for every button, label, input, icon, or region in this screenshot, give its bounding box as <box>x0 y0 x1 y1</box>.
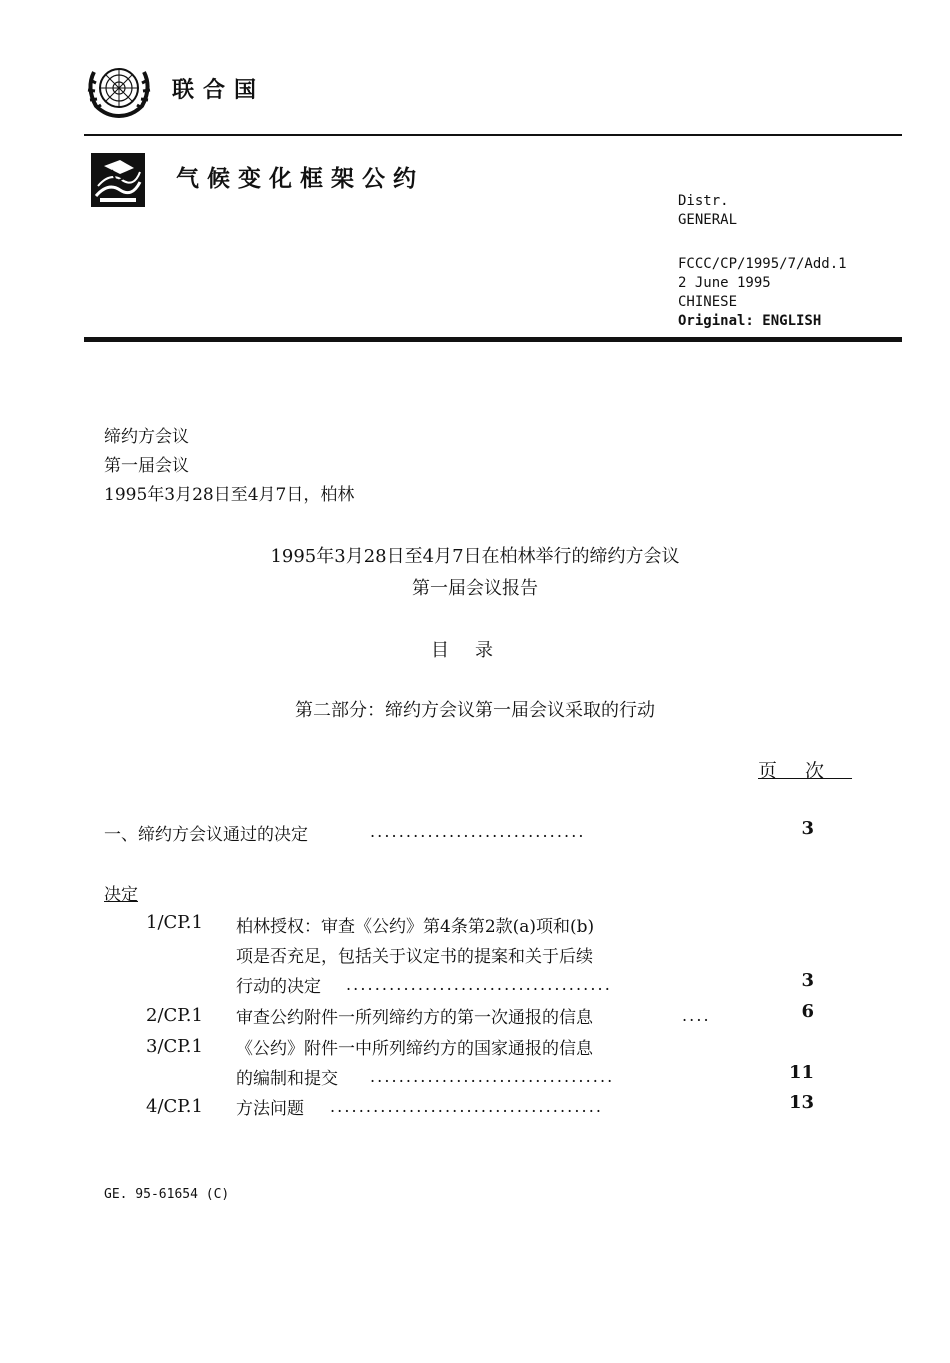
org-name: 联合国 <box>172 78 266 103</box>
decision-dots: .... <box>682 1006 711 1025</box>
decision-dots: ..................................... <box>346 975 612 994</box>
part-title: 第二部分：缔约方会议第一届会议采取的行动 <box>295 700 655 721</box>
toc-section-one-page: 3 <box>801 818 814 839</box>
header-thick-divider <box>84 337 902 342</box>
decision-dots: .................................. <box>370 1067 615 1086</box>
decision-page: 11 <box>788 1062 814 1083</box>
session-name: 第一届会议 <box>104 456 189 476</box>
document-symbol-block <box>678 255 847 331</box>
decision-code: 2/CP.1 <box>146 1005 203 1026</box>
document-original: Original: ENGLISH <box>678 313 822 329</box>
un-emblem-icon <box>80 58 158 122</box>
distr-value: GENERAL <box>678 212 738 228</box>
decision-page: 6 <box>801 1001 814 1022</box>
decision-code: 4/CP.1 <box>146 1096 203 1117</box>
decision-title-line: 项是否充足，包括关于议定书的提案和关于后续 <box>236 947 593 967</box>
page-column-heading: 页次 <box>758 760 853 782</box>
decision-title-line: 审查公约附件一所列缔约方的第一次通报的信息 <box>236 1008 593 1028</box>
decision-title-line: 行动的决定 <box>236 977 321 997</box>
session-body: 缔约方会议 <box>104 427 189 447</box>
report-title-line2: 第一届会议报告 <box>412 578 538 599</box>
decision-title-line: 方法问题 <box>236 1099 304 1119</box>
contents-heading: 目录 <box>431 640 519 661</box>
decision-title-line: 《公约》附件一中所列缔约方的国家通报的信息 <box>236 1039 593 1059</box>
session-info <box>104 423 354 510</box>
decision-page: 13 <box>788 1092 814 1113</box>
fccc-logo-icon <box>90 152 146 208</box>
distribution-block <box>678 192 737 230</box>
convention-name: 气候变化框架公约 <box>176 166 424 192</box>
document-symbol: FCCC/CP/1995/7/Add.1 <box>678 256 847 272</box>
decisions-heading: 决定 <box>104 885 138 905</box>
document-language: CHINESE <box>678 294 738 310</box>
distr-label: Distr. <box>678 193 729 209</box>
decision-title-line: 的编制和提交 <box>236 1069 338 1089</box>
decision-dots: ...................................... <box>330 1097 604 1116</box>
decision-code: 3/CP.1 <box>146 1036 203 1057</box>
report-title-line1: 1995年3月28日至4月7日在柏林举行的缔约方会议 <box>270 546 680 567</box>
toc-section-one-dots: .............................. <box>370 822 586 841</box>
decision-code: 1/CP.1 <box>146 912 203 933</box>
session-dates-place: 1995年3月28日至4月7日，柏林 <box>104 485 355 505</box>
decision-title-line: 柏林授权：审查《公约》第4条第2款(a)项和(b) <box>236 917 595 937</box>
decision-page: 3 <box>801 970 814 991</box>
toc-section-one-label: 一、缔约方会议通过的决定 <box>104 825 308 845</box>
header-divider <box>84 134 902 136</box>
job-number: GE. 95-61654 (C) <box>104 1187 230 1202</box>
document-date: 2 June 1995 <box>678 275 771 291</box>
